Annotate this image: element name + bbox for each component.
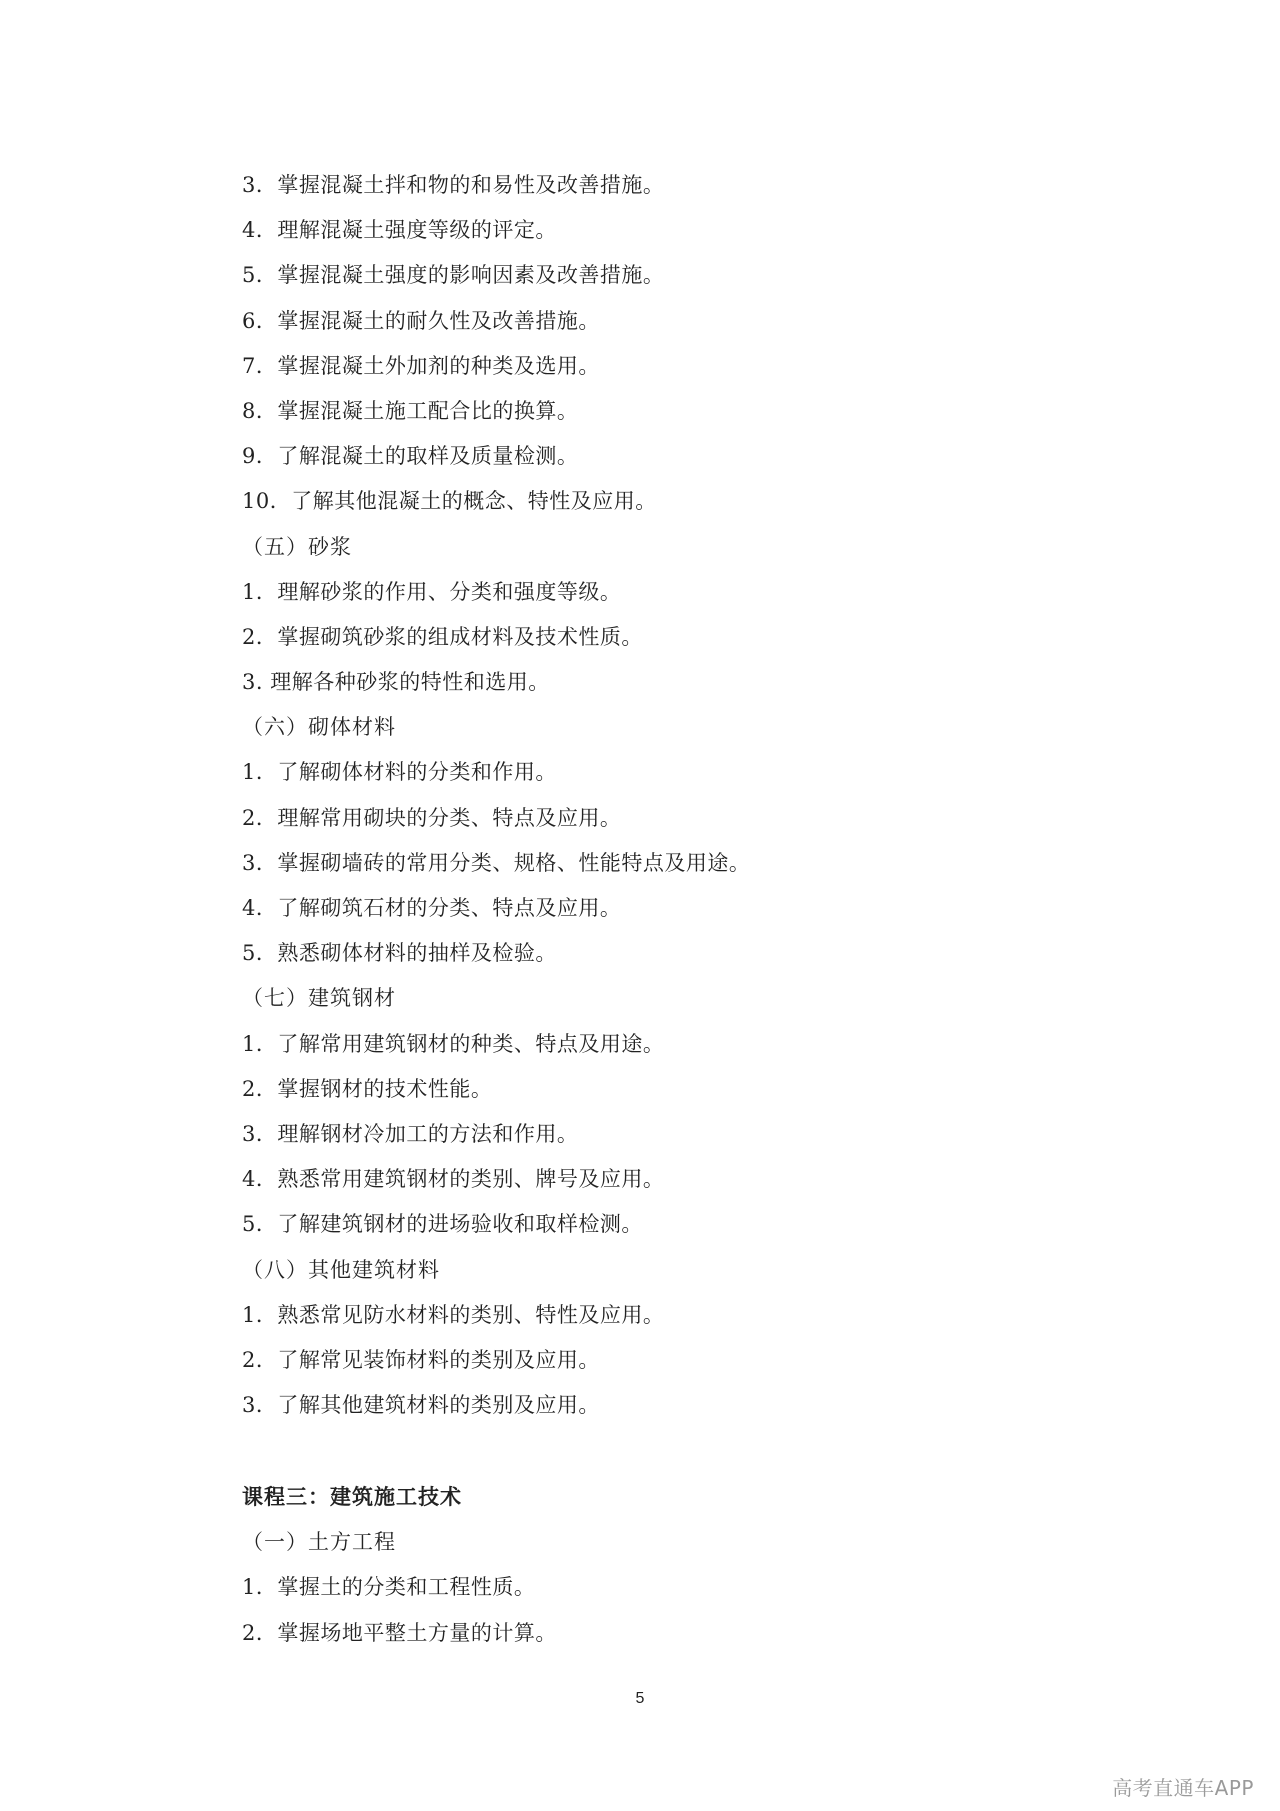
list-item: 1．理解砂浆的作用、分类和强度等级。 [242, 579, 622, 604]
list-item: 2．掌握钢材的技术性能。 [242, 1076, 493, 1101]
list-item: 3. 理解各种砂浆的特性和选用。 [242, 670, 550, 695]
section-heading: （八）其他建筑材料 [242, 1257, 440, 1282]
list-item: 2．理解常用砌块的分类、特点及应用。 [242, 805, 622, 830]
section-heading: （六）砌体材料 [242, 715, 396, 740]
list-item: 8．掌握混凝土施工配合比的换算。 [242, 398, 579, 423]
list-item: 9．了解混凝土的取样及质量检测。 [242, 444, 579, 469]
course-title: 课程三：建筑施工技术 [242, 1485, 462, 1510]
paragraph-gap [242, 1428, 1142, 1475]
list-item: 3．理解钢材冷加工的方法和作用。 [242, 1121, 579, 1146]
list-item: 5．了解建筑钢材的进场验收和取样检测。 [242, 1212, 643, 1237]
list-item: 4．了解砌筑石材的分类、特点及应用。 [242, 896, 622, 920]
list-item: 1．掌握土的分类和工程性质。 [242, 1575, 536, 1600]
list-item: 3．了解其他建筑材料的类别及应用。 [242, 1393, 600, 1418]
list-item: 2．掌握场地平整土方量的计算。 [242, 1620, 557, 1645]
list-item: 10．了解其他混凝土的概念、特性及应用。 [242, 489, 657, 514]
list-item: 3．掌握砌墙砖的常用分类、规格、性能特点及用途。 [242, 850, 751, 875]
list-item: 7．掌握混凝土外加剂的种类及选用。 [242, 353, 600, 378]
list-item: 2．了解常见装饰材料的类别及应用。 [242, 1347, 600, 1372]
list-item: 1．熟悉常见防水材料的类别、特性及应用。 [242, 1302, 665, 1327]
list-item: 1．了解常用建筑钢材的种类、特点及用途。 [242, 1031, 665, 1056]
watermark: 高考直通车APP [1112, 1776, 1254, 1800]
list-item: 5．熟悉砌体材料的抽样及检验。 [242, 941, 557, 966]
list-item: 4．熟悉常用建筑钢材的类别、牌号及应用。 [242, 1167, 665, 1192]
list-item: 3．掌握混凝土拌和物的和易性及改善措施。 [242, 173, 665, 197]
list-item: 6．掌握混凝土的耐久性及改善措施。 [242, 308, 600, 333]
list-item: 2．掌握砌筑砂浆的组成材料及技术性质。 [242, 624, 643, 649]
section-heading: （七）建筑钢材 [242, 986, 396, 1011]
list-item: 5．掌握混凝土强度的影响因素及改善措施。 [242, 263, 665, 288]
page-number: 5 [635, 1690, 645, 1707]
document-body [242, 163, 1142, 1656]
list-item: 1．了解砌体材料的分类和作用。 [242, 760, 557, 785]
section-heading: （五）砂浆 [242, 534, 352, 559]
list-item: 4．理解混凝土强度等级的评定。 [242, 218, 557, 243]
section-heading: （一）土方工程 [242, 1530, 396, 1555]
